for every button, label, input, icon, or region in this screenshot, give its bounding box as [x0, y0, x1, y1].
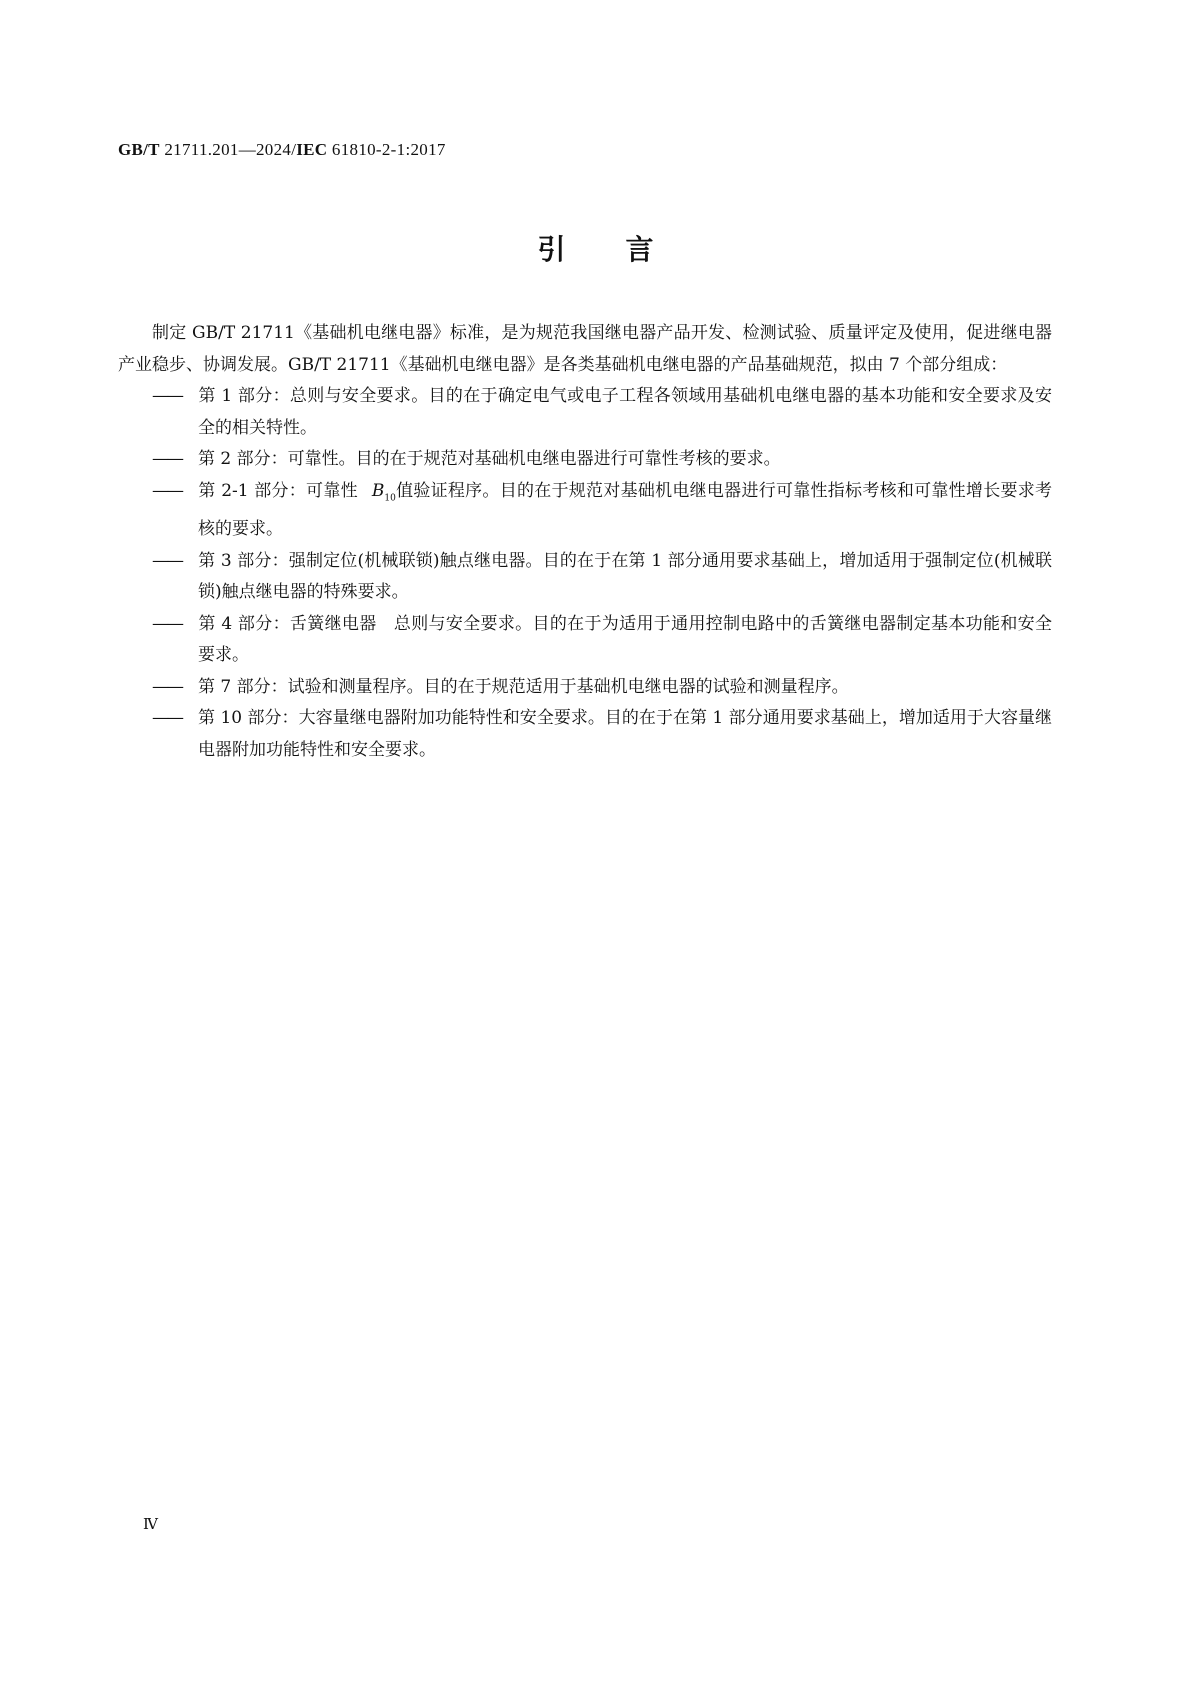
b10-subscript: 10	[384, 492, 396, 503]
dash-marker: ——	[152, 613, 182, 634]
standard-code-prefix: GB/T	[118, 140, 160, 159]
list-item	[118, 609, 1052, 672]
dash-marker: ——	[152, 676, 182, 697]
list-item	[118, 546, 1052, 609]
standard-code-header	[118, 140, 446, 160]
standard-code-number: 21711.201—2024/	[159, 140, 297, 159]
list-item	[118, 703, 1052, 766]
iec-number: 61810-2-1:2017	[327, 140, 446, 159]
dash-marker: ——	[152, 708, 182, 729]
part-text-before: 第 2-1 部分：可靠性	[198, 480, 358, 501]
part-text: 第 7 部分：试验和测量程序。目的在于规范适用于基础机电继电器的试验和测量程序。	[198, 676, 849, 697]
document-body	[118, 318, 1052, 766]
part-text: 第 1 部分：总则与安全要求。目的在于确定电气或电子工程各领域用基础机电继电器的基本功能和安全要求及安全的相关特性。	[198, 386, 1052, 438]
parts-list	[118, 381, 1052, 766]
dash-marker: ——	[152, 449, 182, 469]
part-text: 第 3 部分：强制定位(机械联锁)触点继电器。目的在于在第 1 部分通用要求基础上，增加适用于强制定位(机械联锁)触点继电器的特殊要求。	[198, 550, 1052, 603]
part-text: 第 2 部分：可靠性。目的在于规范对基础机电继电器进行可靠性考核的要求。	[198, 449, 781, 469]
part-text: 第 4 部分：舌簧继电器 总则与安全要求。目的在于为适用于通用控制电路中的舌簧继电器制定基本功能和安全要求。	[198, 613, 1052, 666]
iec-prefix: IEC	[296, 140, 328, 159]
list-item	[118, 381, 1052, 444]
dash-marker: ——	[152, 550, 182, 571]
part-text-after: 值验证程序。目的在于规范对基础机电继电器进行可靠性指标考核和可靠性增长要求考核的要求。	[198, 480, 1053, 540]
page-title: 引言	[537, 233, 714, 266]
part-text: 第 10 部分：大容量继电器附加功能特性和安全要求。目的在于在第 1 部分通用要求基础上，增加适用于大容量继电器附加功能特性和安全要求。	[198, 708, 1052, 760]
dash-marker: ——	[152, 386, 182, 406]
list-item	[118, 672, 1052, 704]
b10-letter: B	[371, 480, 385, 501]
page-number: Ⅳ	[143, 1517, 158, 1533]
dash-marker: ——	[152, 480, 182, 501]
b10-symbol	[372, 481, 396, 501]
list-item	[118, 444, 1052, 476]
intro-paragraph: 制定 GB/T 21711《基础机电继电器》标准，是为规范我国继电器产品开发、检测试验、质量评定及使用，促进继电器产业稳步、协调发展。GB/T 21711《基础机电继电器》是各类基础机电继电器的产品基础规范，拟由 7 个部分组成：	[118, 323, 1052, 375]
list-item	[118, 476, 1052, 546]
